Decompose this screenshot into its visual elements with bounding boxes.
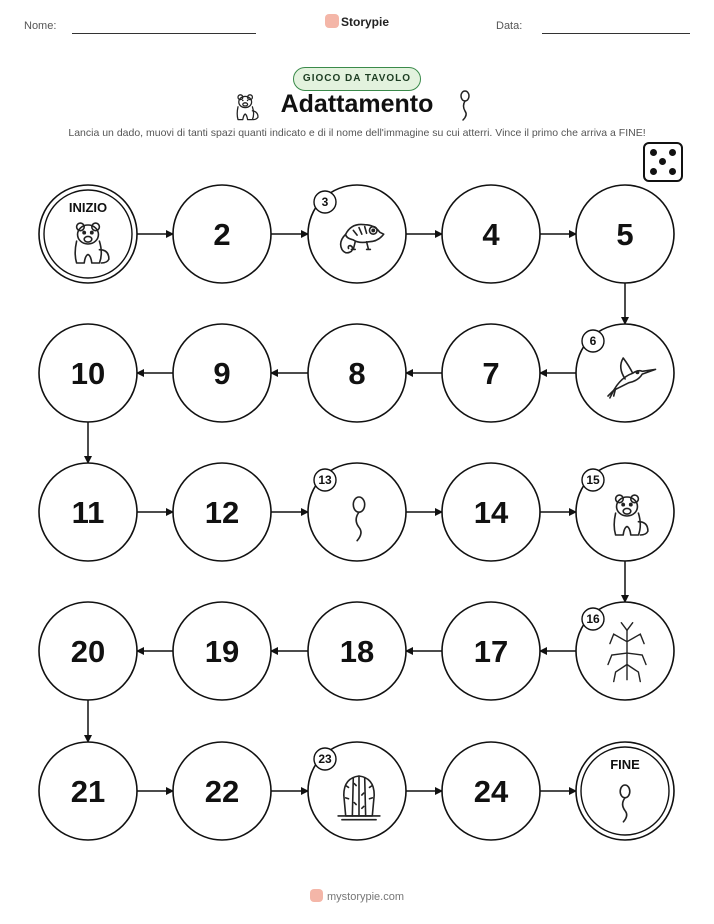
board-space	[576, 324, 674, 422]
space-number: 18	[339, 634, 375, 669]
space-number: 16	[586, 612, 600, 626]
name-label: Nome:	[24, 20, 57, 32]
start-space	[39, 185, 137, 283]
space-number: 10	[70, 356, 106, 391]
space-number: 7	[482, 356, 500, 391]
date-label: Data:	[496, 20, 523, 32]
space-number: 5	[616, 217, 634, 252]
board-space	[39, 324, 137, 422]
board-space	[442, 742, 540, 840]
board-space	[173, 324, 271, 422]
board-space	[442, 463, 540, 561]
board-space	[39, 463, 137, 561]
space-number: 23	[318, 752, 332, 766]
board-space	[308, 324, 406, 422]
space-number: 19	[204, 634, 240, 669]
space-number: 20	[70, 634, 106, 669]
board-space	[173, 602, 271, 700]
board-space	[576, 463, 674, 561]
space-number: 24	[473, 774, 509, 809]
board-space	[173, 185, 271, 283]
start-label: INIZIO	[68, 200, 108, 215]
board-space	[576, 185, 674, 283]
footer	[0, 889, 714, 903]
board-space	[308, 602, 406, 700]
space-number: 8	[348, 356, 366, 391]
space-number: 22	[204, 774, 240, 809]
board-cells	[39, 185, 674, 840]
board-space	[308, 742, 406, 840]
board-space	[442, 185, 540, 283]
board-space	[576, 602, 674, 700]
board-space	[308, 185, 406, 283]
footer-url: mystorypie.com	[326, 891, 405, 903]
space-number: 3	[321, 195, 329, 209]
space-number: 12	[204, 495, 240, 530]
instructions: Lancia un dado, muovi di tanti spazi quanti indicato e di il nome dell'immagine su cui atterri. Vince il primo che arriva a FINE!	[68, 127, 646, 139]
space-number: 21	[70, 774, 106, 809]
finish-space	[576, 742, 674, 840]
board-space	[308, 463, 406, 561]
space-number: 14	[473, 495, 509, 530]
space-number: 13	[318, 473, 332, 487]
space-number: 11	[71, 495, 105, 530]
board-space	[39, 742, 137, 840]
board-space	[442, 324, 540, 422]
brand-name: Storypie	[340, 15, 389, 29]
storypie-logo-icon	[310, 889, 323, 902]
space-number: 2	[213, 217, 231, 252]
space-number: 9	[213, 356, 231, 391]
game-type-badge: GIOCO DA TAVOLO	[293, 67, 421, 91]
space-number: 15	[586, 473, 600, 487]
board-space	[173, 463, 271, 561]
space-number: 17	[473, 634, 509, 669]
board-space	[39, 602, 137, 700]
space-number: 4	[482, 217, 500, 252]
page-title: Adattamento	[280, 90, 434, 118]
space-number: 6	[589, 334, 597, 348]
finish-label: FINE	[610, 757, 640, 772]
board-space	[442, 602, 540, 700]
board-space	[173, 742, 271, 840]
